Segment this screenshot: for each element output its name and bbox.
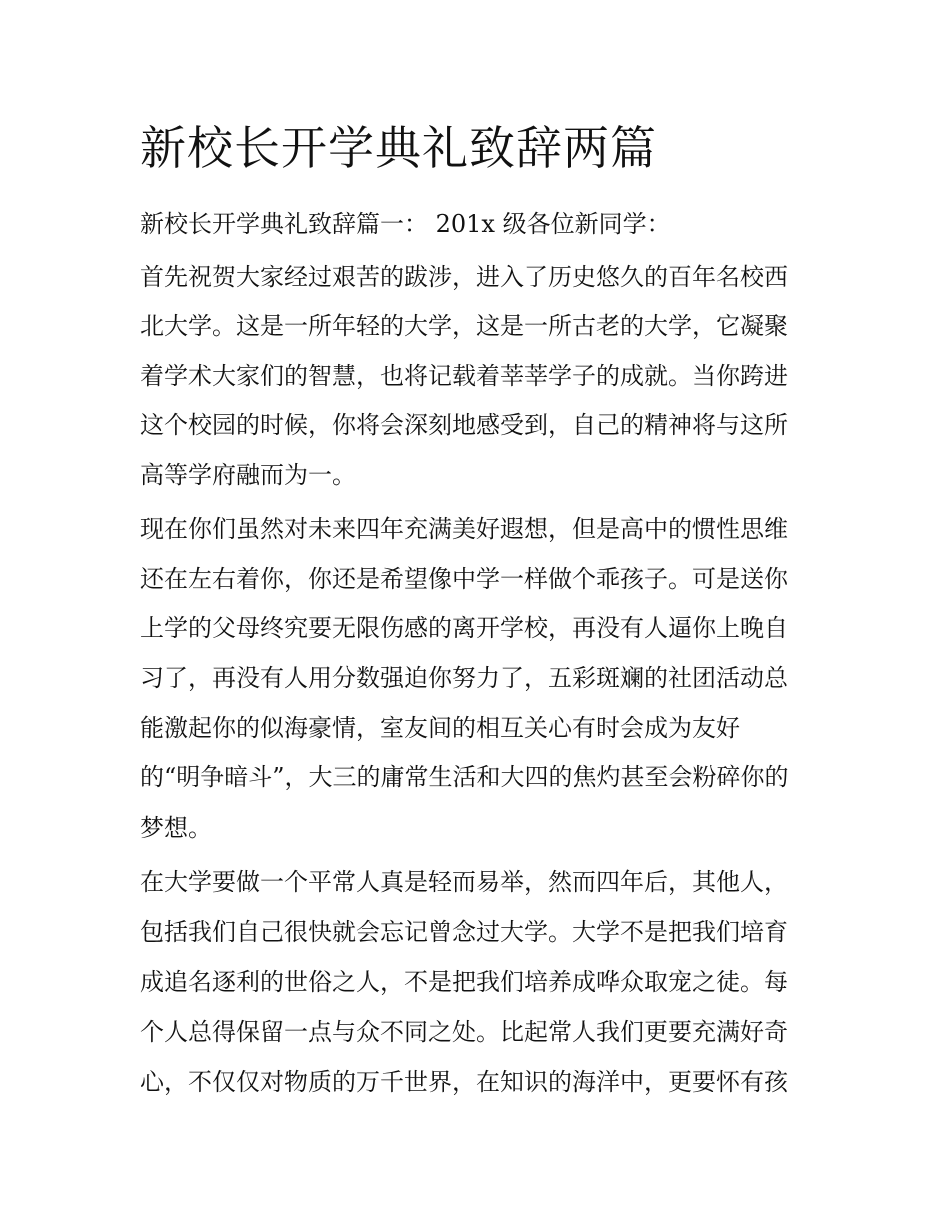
paragraph-line: 北大学。这是一所年轻的大学，这是一所古老的大学，它凝聚 — [140, 312, 788, 340]
paragraph-line: 着学术大家们的智慧，也将记载着莘莘学子的成就。当你跨进 — [140, 362, 788, 390]
paragraph-line: 成追名逐利的世俗之人，不是把我们培养成哗众取宠之徒。每 — [140, 968, 788, 996]
paragraph-line: 在大学要做一个平常人真是轻而易举，然而四年后，其他人， — [140, 868, 788, 896]
paragraph-line: 个人总得保留一点与众不同之处。比起常人我们更要充满好奇 — [140, 1018, 788, 1046]
paragraph-line: 梦想。 — [140, 814, 212, 842]
paragraph-line: 首先祝贺大家经过艰苦的跋涉，进入了历史悠久的百年名校西 — [140, 263, 788, 291]
paragraph-line: 还在左右着你，你还是希望像中学一样做个乖孩子。可是送你 — [140, 565, 788, 593]
paragraph-line: 能激起你的似海豪情，室友间的相互关心有时会成为友好 — [140, 714, 740, 742]
paragraph-line: 高等学府融而为一。 — [140, 461, 356, 489]
paragraph-line: 心，不仅仅对物质的万千世界，在知识的海洋中，更要怀有孩 — [140, 1068, 788, 1096]
paragraph-line: 的“明争暗斗”，大三的庸常生活和大四的焦灼甚至会粉碎你的 — [140, 763, 789, 791]
subtitle-line: 新校长开学典礼致辞篇一： 201x 级各位新同学： — [140, 210, 671, 238]
paragraph-line: 这个校园的时候，你将会深刻地感受到，自己的精神将与这所 — [140, 411, 788, 439]
paragraph-line: 包括我们自己很快就会忘记曾念过大学。大学不是把我们培育 — [140, 918, 788, 946]
paragraph-line: 习了，再没有人用分数强迫你努力了，五彩斑斓的社团活动总 — [140, 664, 788, 692]
paragraph-line: 上学的父母终究要无限伤感的离开学校，再没有人逼你上晚自 — [140, 614, 788, 642]
document-title: 新校长开学典礼致辞两篇 — [140, 121, 657, 175]
paragraph-line: 现在你们虽然对未来四年充满美好遐想，但是高中的惯性思维 — [140, 515, 788, 543]
